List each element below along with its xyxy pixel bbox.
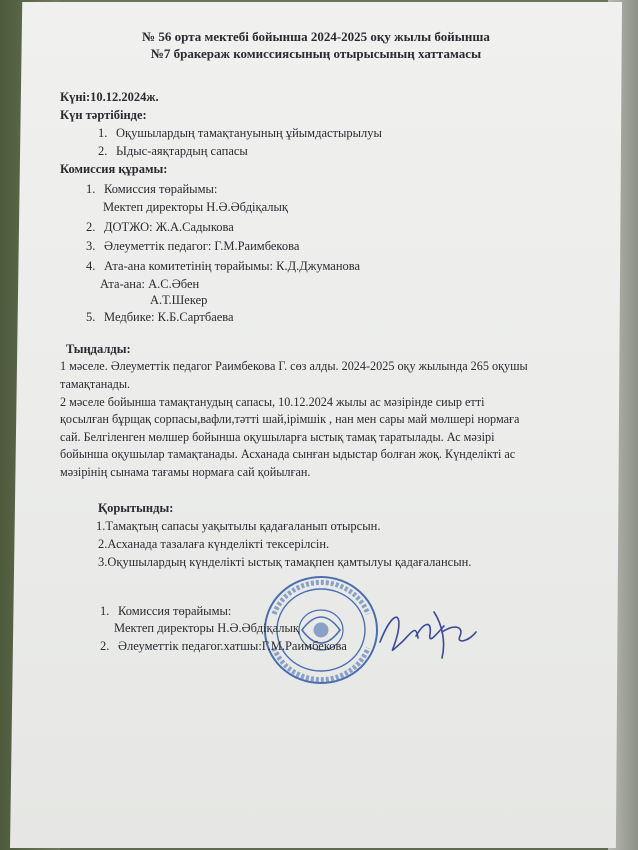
signature-item-number: 1.: [100, 604, 110, 618]
commission-item-number: 3.: [86, 239, 96, 253]
commission-item-3: [86, 238, 299, 254]
document-title-line1: № 56 орта мектебі бойынша 2024-2025 оқу жылы бойынша: [142, 29, 490, 44]
heard-line: қосылған бұрщақ сорпасы,вафли,тәтті шай,ірімшік , нан мен сары май мөлшері нормаға: [60, 412, 520, 426]
commission-item-4: [86, 258, 360, 274]
agenda-item-text: Оқушылардың тамақтануының ұйымдастырылуы: [116, 126, 382, 140]
commission-item-text: ДОТЖО: Ж.А.Садыкова: [104, 220, 234, 234]
heard-line: тамақтанады.: [60, 377, 131, 391]
signature-item-text: Әлеуметтік педагог.хатшы:Г.М.Раимбекова: [118, 639, 347, 653]
agenda-heading: Күн тәртібінде:: [60, 108, 147, 122]
commission-item-number: 2.: [86, 220, 96, 234]
agenda-item: [98, 143, 248, 159]
heard-line: мәзірінің сынама тағамы нормаға сай қойылған.: [60, 465, 311, 479]
heard-line: 2 мәселе бойынша тамақтанудың сапасы, 10.12.2024 жылы ас мәзірінде сиыр етті: [60, 395, 485, 409]
agenda-item-number: 2.: [98, 144, 108, 158]
commission-item-5: [86, 309, 234, 325]
signature-item-1-line2: Мектеп директоры Н.Ә.Әбдіқалық: [114, 621, 299, 635]
signature-item-number: 2.: [100, 639, 110, 653]
heard-line: бойынша оқушылар тамақтанады. Асханада сынған ыдыстар болған жоқ. Күнделікті ас: [60, 447, 516, 461]
handwritten-signature: [372, 602, 482, 664]
heard-heading: Тыңдалды:: [66, 342, 131, 356]
commission-item-4-parent2: А.Т.Шекер: [150, 293, 208, 307]
commission-item-1: [86, 181, 217, 197]
agenda-item-number: 1.: [98, 126, 108, 140]
commission-item-text: Әлеуметтік педагог: Г.М.Раимбекова: [104, 239, 300, 253]
signature-item-text: Комиссия төрайымы:: [118, 604, 232, 618]
commission-item-1-line2: Мектеп директоры Н.Ә.Әбдіқалық: [103, 200, 288, 214]
commission-item-number: 1.: [86, 182, 96, 196]
heard-line: сай. Белгіленген мөлшер бойынша оқушыларға ыстық тамақ таратылады. Ас мәзірі: [60, 430, 495, 444]
decision-line: 3.Оқушылардың күнделікті ыстық тамақпен қамтылуы қадағалансын.: [98, 555, 472, 569]
heard-line: 1 мәселе. Әлеуметтік педагог Раимбекова Г. сөз алды. 2024-2025 оқу жылында 265 оқушы: [60, 359, 528, 373]
commission-item-number: 5.: [86, 310, 96, 324]
commission-item-text: Медбике: К.Б.Сартбаева: [104, 310, 234, 324]
agenda-item: [98, 125, 382, 141]
signature-item-1: [100, 603, 231, 619]
signature-item-2: [100, 638, 347, 654]
commission-heading: Комиссия құрамы:: [60, 162, 168, 176]
document-date: Күні:10.12.2024ж.: [60, 90, 159, 104]
commission-item-4-parents: Ата-ана: А.С.Әбен: [100, 277, 200, 291]
commission-item-text: Ата-ана комитетінің төрайымы: К.Д.Джуманова: [104, 259, 361, 273]
commission-item-number: 4.: [86, 259, 96, 273]
document-title-line2: №7 бракераж комиссиясының отырысының хаттамасы: [150, 46, 482, 61]
decision-line: 2.Асханада тазалаға күнделікті тексерілсін.: [98, 537, 330, 551]
agenda-item-text: Ыдыс-аяқтардың сапасы: [116, 144, 248, 158]
decision-line: 1.Тамақтың сапасы уақытылы қадағаланып отырсын.: [96, 519, 381, 533]
commission-item-2: [86, 219, 234, 235]
decision-heading: Қорытынды:: [98, 501, 174, 515]
commission-item-text: Комиссия төрайымы:: [104, 182, 218, 196]
